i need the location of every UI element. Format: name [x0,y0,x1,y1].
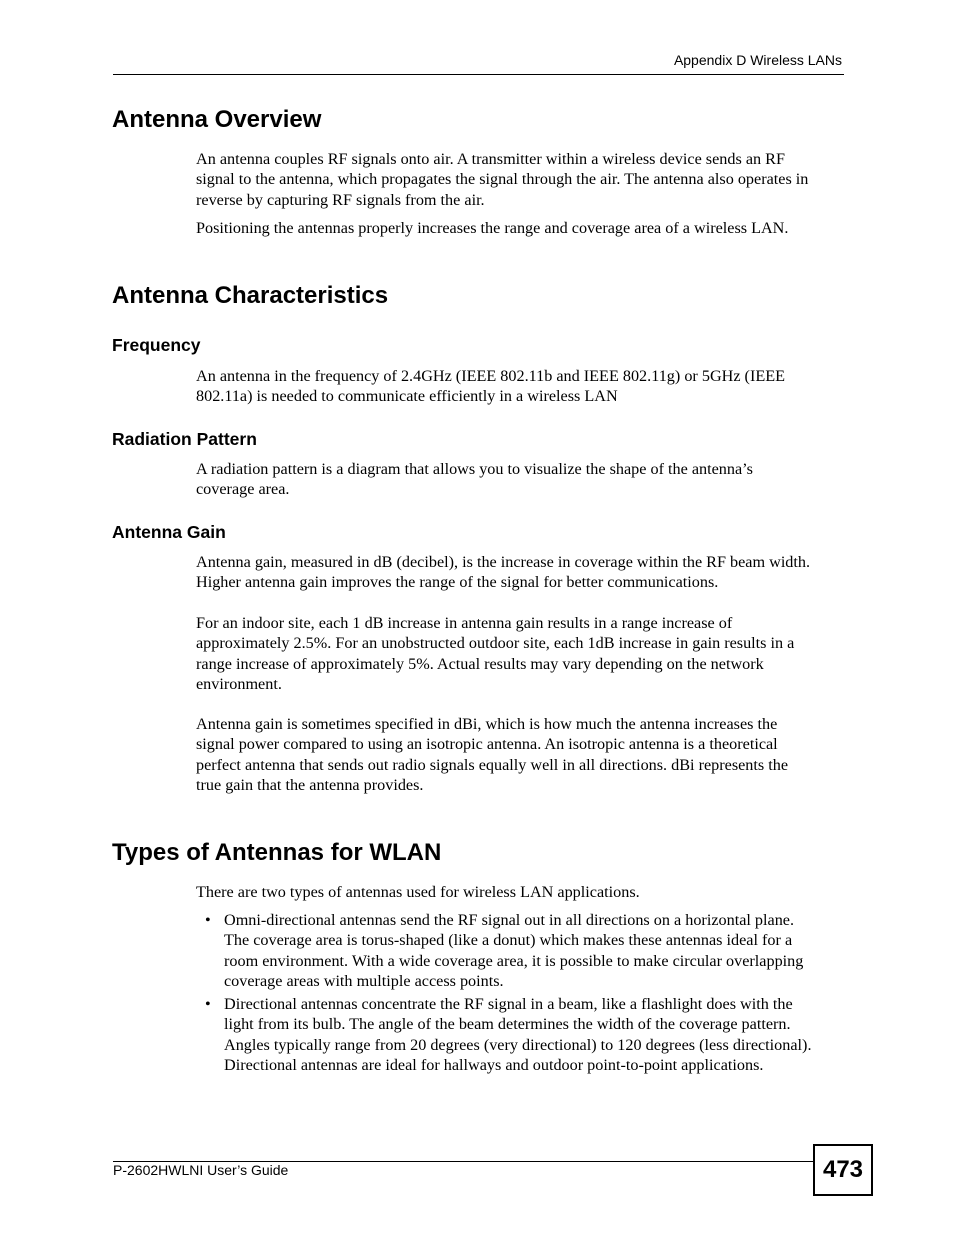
gain-paragraph-3 [196,714,844,795]
bullet-item-omni-directional [224,910,844,991]
section-title-antenna-overview: Antenna Overview [112,106,322,133]
running-header: Appendix D Wireless LANs [673,52,842,68]
text-line: perfect antenna that sends out radio signals equally well in all directions. dBi represents the [196,755,789,774]
text-line: An antenna in the frequency of 2.4GHz (IEEE 802.11b and IEEE 802.11g) or 5GHz (IEEE [196,367,786,385]
text-line: The coverage area is torus-shaped (like a donut) which makes these antennas ideal for a [224,931,793,950]
section-title-antenna-characteristics: Antenna Characteristics [112,282,389,309]
header-rule [113,74,844,75]
text-line: Directional antennas are ideal for hallways and outdoor point-to-point applications. [224,1055,764,1074]
bullet-icon: • [205,911,211,929]
section-title-types-of-antennas: Types of Antennas for WLAN [112,839,442,866]
text-line: There are two types of antennas used for wireless LAN applications. [196,883,640,901]
footer-guide-title: P-2602HWLNI User’s Guide [113,1162,289,1178]
text-line: light from its bulb. The angle of the beam determines the width of the coverage pattern. [224,1015,791,1034]
text-line: Directional antennas concentrate the RF signal in a beam, like a flashlight does with the [224,995,793,1013]
text-line: For an indoor site, each 1 dB increase in antenna gain results in a range increase of [196,614,733,632]
text-line: Omni-directional antennas send the RF signal out in all directions on a horizontal plane. [224,911,795,929]
text-line: 802.11a) is needed to communicate efficiently in a wireless LAN [196,387,618,406]
text-line: coverage area. [196,480,290,499]
text-line: reverse by capturing RF signals from the air. [196,190,485,209]
text-line: true gain that the antenna provides. [196,775,424,794]
gain-paragraph-1 [196,552,844,593]
text-line: Positioning the antennas properly increases the range and coverage area of a wireless LAN. [196,219,789,237]
text-line: signal to the antenna, which propagates the signal through the air. The antenna also operates in [196,170,809,189]
text-line: Antenna gain is sometimes specified in dBi, which is how much the antenna increases the [196,715,778,733]
text-line: room environment. With a wide coverage area, it is possible to make circular overlapping [224,951,804,970]
gain-paragraph-2 [196,613,844,694]
page-number: 473 [813,1144,873,1196]
bullet-icon: • [205,995,211,1013]
subsection-title-radiation-pattern: Radiation Pattern [112,429,257,449]
text-line: range increase of approximately 5%. Actual results may vary depending on the network [196,654,764,673]
text-line: environment. [196,674,282,693]
text-line: signal power compared to using an isotropic antenna. An isotropic antenna is a theoretical [196,735,778,754]
frequency-paragraph [196,366,844,407]
text-line: A radiation pattern is a diagram that allows you to visualize the shape of the antenna’s [196,460,753,478]
text-line: An antenna couples RF signals onto air. A transmitter within a wireless device sends an RF [196,150,785,168]
text-line: Antenna gain, measured in dB (decibel), is the increase in coverage within the RF beam width. [196,553,811,571]
subsection-title-antenna-gain: Antenna Gain [112,522,226,542]
text-line: Higher antenna gain improves the range of the signal for better communications. [196,573,719,592]
text-line: approximately 2.5%. For an unobstructed outdoor site, each 1dB increase in gain results in a [196,634,795,653]
radiation-paragraph [196,459,844,500]
overview-paragraph-2 [196,218,844,238]
bullet-item-directional [224,994,844,1075]
text-line: Angles typically range from 20 degrees (very directional) to 120 degrees (less directional). [224,1035,812,1054]
subsection-title-frequency: Frequency [112,335,201,355]
text-line: coverage areas with multiple access points. [224,971,504,990]
overview-paragraph-1 [196,149,844,210]
types-intro-paragraph [196,882,844,902]
